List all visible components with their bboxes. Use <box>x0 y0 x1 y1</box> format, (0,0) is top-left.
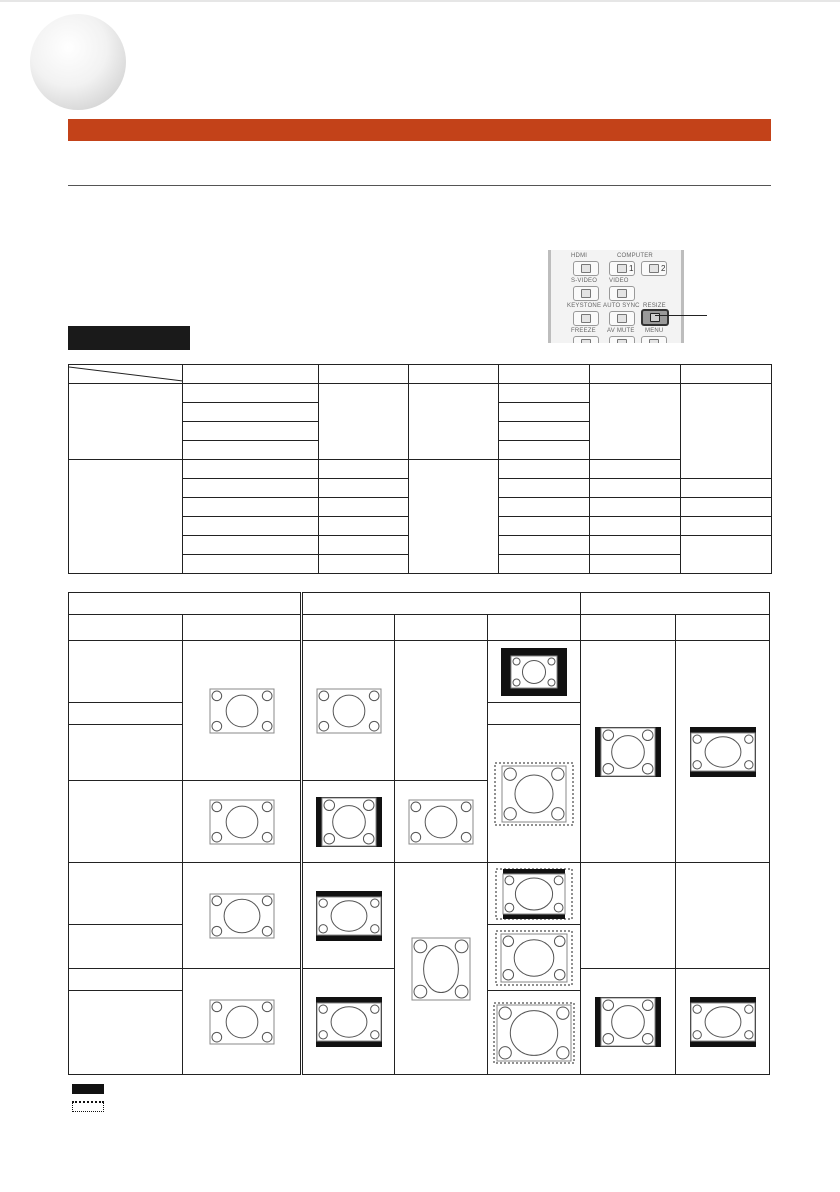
screen-aspect-icon <box>595 997 661 1047</box>
table-cell <box>183 460 319 479</box>
screen-aspect-icon <box>316 688 382 734</box>
table-cell <box>319 555 409 574</box>
section-header-bar <box>68 119 771 141</box>
remote-label-hdmi: HDMI <box>571 253 588 259</box>
screen-aspect-icon <box>494 762 574 826</box>
remote-label-svideo: S-VIDEO <box>571 278 598 284</box>
image-cell <box>183 641 302 781</box>
screen-aspect-icon <box>411 937 471 1001</box>
screen-aspect-icon <box>595 727 661 777</box>
empty-cell <box>395 641 488 781</box>
table-cell <box>319 536 409 555</box>
table-cell <box>319 384 409 460</box>
header-cell <box>590 365 681 384</box>
row-label-cell <box>69 725 183 781</box>
table-cell <box>681 517 772 536</box>
row-label-cell <box>69 781 183 863</box>
header-cell <box>183 615 302 641</box>
screen-aspect-icon <box>209 999 275 1045</box>
image-cell <box>183 969 302 1075</box>
table-cell <box>183 384 319 403</box>
table-cell <box>499 441 590 460</box>
computer-1-label: 1 <box>629 264 634 273</box>
remote-label-resize: RESIZE <box>643 303 666 309</box>
image-cell <box>183 863 302 969</box>
video-button[interactable] <box>609 286 635 301</box>
table-cell <box>590 479 681 498</box>
table-corner-cell <box>69 365 183 384</box>
table-cell <box>590 498 681 517</box>
header-cell <box>183 365 319 384</box>
aspect-illustration-table <box>68 592 770 1075</box>
group-header-cell <box>69 593 302 615</box>
table-cell <box>499 384 590 403</box>
table-cell <box>183 479 319 498</box>
black-bar-legend-icon <box>72 1084 104 1094</box>
computer-2-label: 2 <box>661 264 666 273</box>
header-cell <box>69 615 183 641</box>
remote-label-auto-sync: AUTO SYNC <box>603 303 640 309</box>
table-cell <box>499 460 590 479</box>
corner-diagonal <box>69 365 183 383</box>
table-cell <box>499 517 590 536</box>
header-cell <box>581 615 676 641</box>
empty-cell <box>488 703 581 725</box>
row-label-cell <box>69 641 183 703</box>
remote-label-av-mute: AV MUTE <box>607 328 635 334</box>
table-cell <box>183 441 319 460</box>
screen-aspect-icon <box>690 997 756 1047</box>
empty-cell <box>581 863 676 969</box>
row-label-cell <box>69 925 183 969</box>
table-cell <box>590 460 681 479</box>
image-cell <box>302 969 395 1075</box>
image-cell <box>488 725 581 863</box>
table-cell <box>681 479 772 498</box>
image-cell <box>183 781 302 863</box>
screen-aspect-icon <box>495 868 573 920</box>
screen-aspect-icon <box>209 893 275 939</box>
remote-label-computer: COMPUTER <box>617 253 653 259</box>
freeze-button[interactable] <box>573 336 599 343</box>
header-cell <box>499 365 590 384</box>
header-cell <box>409 365 499 384</box>
table-cell <box>319 498 409 517</box>
screen-aspect-icon <box>690 727 756 777</box>
image-cell <box>488 641 581 703</box>
table-cell <box>499 498 590 517</box>
screen-aspect-icon <box>316 891 382 941</box>
table-cell <box>590 555 681 574</box>
screen-aspect-icon <box>316 797 382 847</box>
table-cell <box>409 460 499 574</box>
screen-aspect-icon <box>493 1002 575 1064</box>
image-cell <box>581 641 676 863</box>
table-cell <box>681 384 772 479</box>
image-cell <box>676 969 770 1075</box>
table-cell <box>590 384 681 460</box>
table-cell <box>590 517 681 536</box>
chapter-circle-decoration <box>30 14 126 110</box>
subsection-divider <box>68 185 771 186</box>
table-cell <box>183 517 319 536</box>
av-mute-button[interactable] <box>609 336 635 343</box>
table-cell <box>499 555 590 574</box>
table-cell <box>499 479 590 498</box>
row-label-cell <box>69 703 183 725</box>
group-header-cell <box>581 593 770 615</box>
remote-label-keystone: KEYSTONE <box>567 303 602 309</box>
resize-callout-line <box>655 315 707 316</box>
screen-aspect-icon <box>495 930 573 986</box>
header-cell <box>488 615 581 641</box>
screen-aspect-icon <box>209 688 275 734</box>
page-top-line <box>0 0 840 2</box>
header-cell <box>681 365 772 384</box>
remote-control-illustration <box>548 250 684 343</box>
svideo-button[interactable] <box>573 286 599 301</box>
table-cell <box>681 536 772 574</box>
header-cell <box>319 365 409 384</box>
group-header-cell <box>302 593 581 615</box>
image-cell <box>488 991 581 1075</box>
table-cell <box>183 422 319 441</box>
resize-button[interactable] <box>641 309 669 326</box>
table-cell <box>183 403 319 422</box>
group-cell <box>69 384 183 460</box>
screen-aspect-icon <box>316 997 382 1047</box>
image-cell <box>395 781 488 863</box>
image-cell <box>302 863 395 969</box>
menu-button[interactable] <box>641 336 667 343</box>
remote-label-freeze: FREEZE <box>571 328 596 334</box>
table-cell <box>590 536 681 555</box>
empty-cell <box>676 863 770 969</box>
row-label-cell <box>69 991 183 1075</box>
remote-label-menu: MENU <box>645 328 664 334</box>
table-cell <box>319 460 409 479</box>
row-label-cell <box>69 863 183 925</box>
dotted-outline-legend-icon <box>72 1101 104 1112</box>
table-cell <box>681 498 772 517</box>
header-cell <box>302 615 395 641</box>
table-cell <box>183 498 319 517</box>
table-cell <box>183 555 319 574</box>
table-cell <box>319 517 409 536</box>
screen-aspect-icon <box>501 648 567 696</box>
remote-label-video: VIDEO <box>609 278 629 284</box>
screen-aspect-icon <box>209 799 275 845</box>
image-cell <box>395 863 488 1075</box>
table-cell <box>499 403 590 422</box>
group-cell <box>69 460 183 574</box>
table-cell <box>319 479 409 498</box>
image-cell <box>302 641 395 781</box>
image-cell <box>581 969 676 1075</box>
table-cell <box>499 422 590 441</box>
auto-sync-button[interactable] <box>609 311 635 326</box>
hdmi-button[interactable] <box>573 261 599 276</box>
image-cell <box>488 925 581 991</box>
table-cell <box>183 536 319 555</box>
resize-mode-table <box>68 364 772 574</box>
keystone-button[interactable] <box>573 311 599 326</box>
screen-aspect-icon <box>408 799 474 845</box>
header-cell <box>676 615 770 641</box>
row-label-cell <box>69 969 183 991</box>
header-cell <box>395 615 488 641</box>
image-cell <box>676 641 770 863</box>
section-tab <box>68 326 190 350</box>
image-cell <box>302 781 395 863</box>
table-cell <box>409 384 499 460</box>
table-cell <box>499 536 590 555</box>
image-cell <box>488 863 581 925</box>
